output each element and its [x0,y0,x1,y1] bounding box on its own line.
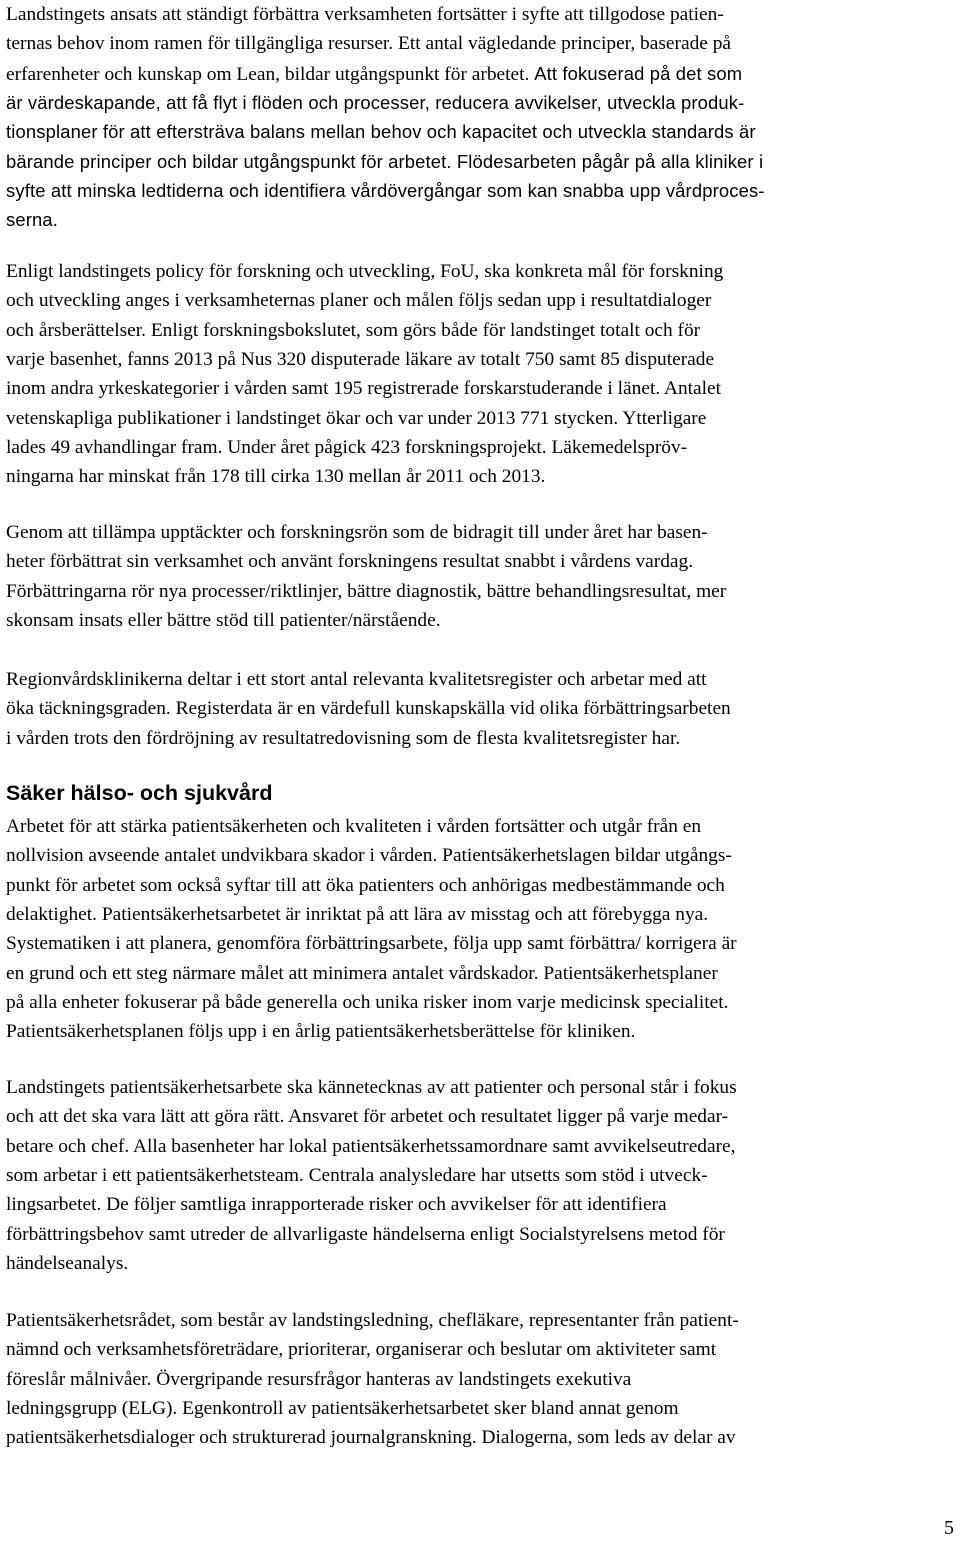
text-line [6,117,756,146]
text-line [6,1073,737,1102]
text-segment: Enligt landstingets policy för forskning och utveckling, FoU, ska konkreta mål för forskning [6,261,724,282]
text-line [6,286,711,315]
text-line [6,694,731,723]
text-segment: Genom att tillämpa upptäckter och forskningsrön som de bidragit till under året har basen- [6,522,708,543]
text-segment: förbättringsbehov samt utreder de allvarligaste händelserna enligt Socialstyrelsens metod för [6,1223,725,1245]
text-segment: som arbetar i ett patientsäkerhetsteam. Centrala analysledare har utsetts som stöd i utveck- [6,1164,708,1186]
text-line [6,29,731,58]
text-line [6,724,680,753]
text-segment: Arbetet för att stärka patientsäkerheten och kvaliteten i vården fortsätter och utgår från en [6,816,702,837]
text-line [6,841,732,870]
text-line [6,1365,631,1394]
text-line [6,900,708,929]
text-segment: varje basenhet, fanns 2013 på Nus 320 disputerade läkare av totalt 750 samt 85 disputerade [6,348,715,370]
text-line [6,462,545,491]
text-line [6,1132,736,1161]
text-segment: erfarenheter och kunskap om Lean, bildar utgångspunkt för arbetet. [6,63,535,85]
text-line [6,665,707,694]
text-segment: händelseanalys. [6,1252,129,1274]
text-line [6,988,729,1017]
text-segment: syfte att minska ledtiderna och identifiera vårdövergångar som kan snabba upp vårdproces- [6,179,765,201]
text-segment: patientsäkerhetsdialoger och strukturerad journalgranskning. Dialogerna, som leds av delar av [6,1427,736,1449]
text-segment: vetenskapliga publikationer i landstinget ökar och var under 2013 771 stycken. Ytterligare [6,407,707,429]
text-segment: och att det ska vara lätt att göra rätt. Ansvaret för arbetet och resultatet ligger på varje medar- [6,1106,729,1128]
text-segment: i vården trots den fördröjning av resultatredovisning som de flesta kvalitetsregister har. [6,727,681,749]
text-line [6,1335,716,1364]
text-line [6,547,693,576]
text-line [6,518,708,547]
text-segment: en grund och ett steg närmare målet att minimera antalet vårdskador. Patientsäkerhetsplaner [6,962,718,984]
text-segment: Regionvårdsklinikerna deltar i ett stort antal relevanta kvalitetsregister och arbetar med att [6,669,707,690]
text-line [6,1423,736,1452]
text-line [6,606,441,635]
section-heading: Säker hälso- och sjukvård [6,781,273,805]
text-segment: Patientsäkerhetsplanen följs upp i en årlig patientsäkerhetsberättelse för kliniken. [6,1021,636,1043]
text-line [6,433,687,462]
text-segment: skonsam insats eller bättre stöd till patienter/närstående. [6,609,441,631]
text-line [6,1394,679,1423]
text-line [6,812,701,841]
text-line [6,1017,635,1046]
text-segment: lades 49 avhandlingar fram. Under året pågick 423 forskningsprojekt. Läkemedelspröv- [6,436,688,458]
text-segment: serna. [6,209,59,231]
text-segment: nämnd och verksamhetsföreträdare, prioriterar, organiserar och beslutar om aktiviteter samt [6,1339,717,1361]
text-line [6,205,58,234]
page-number: 5 [944,1517,954,1539]
text-line [6,316,700,345]
text-segment: öka täckningsgraden. Registerdata är en värdefull kunskapskälla vid olika förbättringsarbeten [6,698,731,720]
text-segment: föreslår målnivåer. Övergripande resursfrågor hanteras av landstingets exekutiva [6,1368,632,1390]
text-segment: Patientsäkerhetsrådet, som består av landstingsledning, chefläkare, representanter från patient- [6,1310,739,1331]
text-segment: ledningsgrupp (ELG). Egenkontroll av patientsäkerhetsarbetet sker bland annat genom [6,1397,679,1419]
text-line [6,59,742,88]
text-segment: är värdeskapande, att få flyt i flöden och processer, reducera avvikelser, utveckla produk- [6,91,745,113]
text-segment: och årsberättelser. Enligt forskningsbokslutet, som görs både för landstinget totalt och för [6,319,701,341]
text-segment: inom andra yrkeskategorier i vården samt 195 registrerade forskarstuderande i länet. Antalet [6,378,722,400]
text-segment: ternas behov inom ramen för tillgängliga resurser. Ett antal vägledande principer, baserade på [6,33,732,55]
text-segment: Landstingets patientsäkerhetsarbete ska kännetecknas av att patienter och personal står i fokus [6,1077,737,1098]
text-line [6,1102,728,1131]
text-line [6,1220,725,1249]
text-segment: nollvision avseende antalet undvikbara skador i vården. Patientsäkerhetslagen bildar utgångs- [6,845,732,867]
text-line [6,577,726,606]
text-line [6,176,765,205]
text-segment: lingsarbetet. De följer samtliga inrapporterade risker och avvikelser för att identifiera [6,1194,667,1216]
text-segment: tionsplaner för att eftersträva balans mellan behov och kapacitet och utveckla standards är [6,121,756,143]
text-line [6,147,763,176]
text-segment: delaktighet. Patientsäkerhetsarbetet är inriktat på att lära av misstag och att förebygga nya. [6,903,709,925]
text-line [6,88,744,117]
text-line [6,0,724,29]
text-line [6,374,721,403]
text-segment: Landstingets ansats att ständigt förbättra verksamheten fortsätter i syfte att tillgodose patien- [6,4,724,25]
text-line [6,1249,128,1278]
text-line [6,1306,739,1335]
text-line [6,404,706,433]
text-segment: Att fokuserad på det som [534,62,743,84]
text-segment: ningarna har minskat från 178 till cirka 130 mellan år 2011 och 2013. [6,466,546,488]
text-segment: på alla enheter fokuserar på både generella och unika risker inom varje medicinsk specialitet. [6,991,729,1013]
text-line [6,1190,667,1219]
text-line [6,1161,708,1190]
text-line [6,959,718,988]
text-line [6,257,723,286]
text-segment: heter förbättrat sin verksamhet och använt forskningens resultat snabbt i vårdens vardag. [6,551,694,573]
text-line [6,871,725,900]
text-segment: Systematiken i att planera, genomföra förbättringsarbete, följa upp samt förbättra/ korrigera är [6,933,737,955]
text-segment: punkt för arbetet som också syftar till att öka patienters och anhörigas medbestämmande och [6,874,725,896]
text-segment: betare och chef. Alla basenheter har lokal patientsäkerhetssamordnare samt avvikelseutredare, [6,1135,736,1157]
text-line [6,929,737,958]
text-segment: bärande principer och bildar utgångspunkt för arbetet. Flödesarbeten pågår på alla kliniker i [6,150,764,172]
text-line [6,345,714,374]
text-segment: och utveckling anges i verksamheternas planer och målen följs sedan upp i resultatdialoger [6,290,712,312]
text-segment: Förbättringarna rör nya processer/riktlinjer, bättre diagnostik, bättre behandlingsresultat, mer [6,580,727,602]
